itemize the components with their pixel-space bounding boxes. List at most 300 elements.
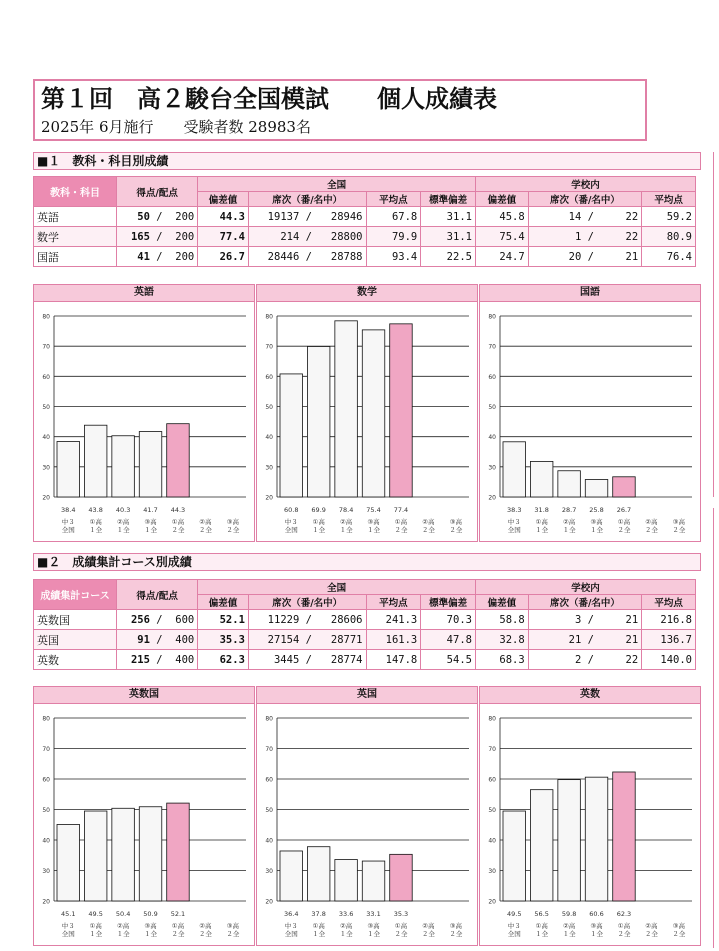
category-label-bottom: １全 [89, 930, 103, 938]
category-label-top: ②高 [199, 922, 212, 930]
rank-total: 28946 [330, 210, 363, 223]
table-cell [475, 247, 528, 267]
col-school-dev-2: 偏差値 [475, 595, 528, 610]
bar-value-label: 69.9 [311, 506, 326, 514]
category-label-top: ①高 [171, 922, 185, 930]
y-tick-label: 60 [265, 373, 273, 381]
category-label-bottom: １全 [339, 930, 353, 938]
y-tick-label: 20 [488, 898, 496, 906]
category-label-bottom: 全国 [61, 930, 75, 938]
school-rank: 1 [574, 230, 582, 243]
max-score: 400 [175, 653, 195, 666]
row-name: 数学 [37, 230, 59, 244]
category-label-bottom: ２全 [421, 930, 435, 938]
bar-value-label: 33.6 [338, 910, 354, 918]
y-tick-label: 80 [488, 313, 496, 321]
table-cell [34, 650, 117, 670]
col-score: 得点/配点 [117, 177, 198, 207]
bar-value-label: 49.5 [507, 910, 522, 918]
y-tick-label: 80 [42, 715, 50, 723]
chart-panel-math [256, 284, 478, 542]
table-cell [421, 207, 476, 227]
table-cell: 91 / 400 [117, 630, 198, 650]
category-label-bottom: ２全 [449, 526, 463, 534]
school-deviation: 58.8 [499, 613, 525, 626]
deviation-value: 77.4 [219, 230, 245, 243]
school-average: 80.9 [666, 230, 692, 243]
y-tick-label: 50 [265, 404, 273, 411]
y-tick-label: 40 [265, 434, 273, 442]
category-label-top: ②高 [339, 518, 353, 526]
school-rank: 3 [574, 613, 582, 626]
col-school-rank-2: 席次（番/名中） [528, 595, 642, 610]
table-cell: 3445 / 28774 [248, 650, 366, 670]
y-tick-label: 20 [265, 898, 273, 906]
bar [84, 425, 106, 497]
y-tick-label: 80 [42, 313, 50, 321]
bar [613, 772, 635, 901]
bar-value-label: 37.8 [311, 910, 326, 918]
bar [167, 424, 189, 497]
bar-value-label: 56.5 [534, 910, 549, 918]
y-tick-label: 30 [488, 464, 496, 472]
category-label-top: ③高 [226, 518, 239, 526]
category-label-bottom: ２全 [171, 526, 185, 534]
category-label-top: ①高 [89, 518, 102, 526]
table-cell [198, 630, 249, 650]
category-label-top: 中３ [507, 518, 521, 526]
bar [139, 432, 161, 497]
category-label-bottom: 全国 [61, 526, 75, 534]
category-label-top: 中３ [61, 518, 75, 526]
report-subtitle: 2025年 6月施行 受験者数 28983名 [41, 118, 311, 136]
row-name: 英国 [37, 633, 59, 647]
category-label-top: ②高 [422, 922, 435, 930]
col-subject: 教科・科目 [34, 177, 117, 207]
category-label-top: ③高 [367, 518, 380, 526]
table-cell: 28446 / 28788 [248, 247, 366, 267]
y-tick-label: 30 [265, 868, 273, 875]
bar-value-label: 62.3 [616, 910, 632, 918]
y-tick-label: 30 [42, 868, 50, 875]
category-label-top: ①高 [535, 922, 548, 930]
max-score: 200 [175, 210, 195, 223]
y-tick-label: 60 [265, 776, 273, 784]
score-value: 41 [137, 250, 150, 263]
category-label-bottom: ２全 [672, 526, 686, 534]
std-value: 22.5 [446, 250, 472, 263]
table-cell [198, 207, 249, 227]
y-tick-label: 70 [488, 343, 496, 351]
category-label-bottom: 全国 [507, 526, 521, 534]
category-label-top: ②高 [199, 518, 212, 526]
table-cell [34, 630, 117, 650]
y-tick-label: 70 [42, 746, 50, 753]
category-label-top: ②高 [562, 922, 576, 930]
y-tick-label: 20 [42, 494, 50, 502]
chart-title-course-3: 英数 [480, 687, 700, 704]
right-edge-panel [713, 152, 719, 497]
max-score: 200 [175, 230, 195, 243]
bar [307, 847, 329, 901]
category-label-bottom: 全国 [284, 526, 298, 534]
rank-total: 28788 [330, 250, 363, 263]
category-label-top: ③高 [590, 922, 603, 930]
row-name: 英語 [37, 210, 59, 224]
table-cell [198, 247, 249, 267]
bar [280, 851, 302, 901]
y-tick-label: 70 [265, 343, 273, 351]
school-rank-total: 21 [625, 250, 639, 263]
category-label-bottom: ２全 [617, 930, 631, 938]
report-title: 第１回 高２駿台全国模試 個人成績表 [41, 84, 497, 113]
category-label-bottom: １全 [367, 526, 381, 534]
category-label-top: ①高 [394, 922, 408, 930]
bar [307, 346, 329, 497]
y-tick-label: 60 [42, 373, 50, 381]
category-label-bottom: １全 [535, 930, 549, 938]
category-label-top: 中３ [284, 518, 298, 526]
school-deviation: 45.8 [499, 210, 525, 223]
table-cell [34, 207, 117, 227]
bar-value-label: 38.4 [61, 506, 76, 514]
col-rank: 席次（番/名中） [248, 192, 366, 207]
max-score: 600 [175, 613, 195, 626]
table-row [34, 630, 696, 650]
y-tick-label: 20 [488, 494, 496, 502]
table-row [34, 247, 696, 267]
average-value: 147.8 [385, 653, 418, 666]
bar [84, 811, 106, 901]
bar [558, 471, 580, 497]
std-value: 70.3 [446, 613, 472, 626]
category-label-top: ①高 [312, 922, 325, 930]
category-label-top: ①高 [394, 518, 408, 526]
y-tick-label: 60 [488, 373, 496, 381]
bar-value-label: 44.3 [170, 506, 186, 514]
table-cell: 1 / 22 [528, 227, 642, 247]
bar-value-label: 28.7 [561, 506, 577, 514]
bar-value-label: 52.1 [170, 910, 186, 918]
score-value: 91 [137, 633, 150, 646]
category-label-top: ③高 [590, 518, 603, 526]
col-dev-2: 偏差値 [198, 595, 249, 610]
rank-total: 28774 [330, 653, 363, 666]
bar [335, 860, 357, 901]
table-cell [34, 227, 117, 247]
y-tick-label: 80 [265, 313, 273, 321]
chart-panel-english [33, 284, 255, 542]
category-label-top: ②高 [645, 518, 658, 526]
y-tick-label: 70 [265, 746, 273, 753]
category-label-top: ③高 [144, 922, 157, 930]
bar [362, 861, 384, 901]
category-label-top: ②高 [116, 922, 130, 930]
col-dev: 偏差値 [198, 192, 249, 207]
average-value: 241.3 [385, 613, 418, 626]
y-tick-label: 60 [488, 776, 496, 784]
table-cell [366, 227, 421, 247]
bar [335, 321, 357, 497]
table-row [34, 207, 696, 227]
table-cell [475, 227, 528, 247]
bar-value-label: 25.8 [589, 506, 604, 514]
y-tick-label: 30 [265, 464, 273, 472]
category-label-top: 中３ [284, 922, 298, 930]
category-label-top: ③高 [367, 922, 380, 930]
chart-course-2 [257, 704, 477, 946]
average-value: 93.4 [391, 250, 418, 263]
bar-value-label: 50.4 [115, 910, 131, 918]
table-cell [366, 650, 421, 670]
table-cell: 3 / 21 [528, 610, 642, 630]
y-tick-label: 40 [42, 837, 50, 845]
table-cell: 50 / 200 [117, 207, 198, 227]
table-cell: 11229 / 28606 [248, 610, 366, 630]
school-rank: 21 [568, 633, 582, 646]
category-label-top: ①高 [171, 518, 185, 526]
table-row [34, 650, 696, 670]
category-label-bottom: １全 [562, 526, 576, 534]
rank-total: 28800 [330, 230, 363, 243]
group-school: 学校内 [475, 177, 695, 192]
category-label-bottom: ２全 [644, 930, 658, 938]
table-cell [421, 630, 476, 650]
category-label-bottom: １全 [89, 526, 103, 534]
bar [585, 480, 607, 497]
y-tick-label: 70 [488, 746, 496, 753]
y-tick-label: 40 [488, 434, 496, 442]
y-tick-label: 50 [42, 807, 50, 814]
course-score-table [33, 579, 696, 670]
y-tick-label: 80 [488, 715, 496, 723]
rank-value: 214 [280, 230, 300, 243]
table-cell [366, 630, 421, 650]
y-tick-label: 60 [42, 776, 50, 784]
max-score: 400 [175, 633, 195, 646]
col-avg-2: 平均点 [366, 595, 421, 610]
table-cell: 41 / 200 [117, 247, 198, 267]
table-cell [198, 650, 249, 670]
bar-value-label: 50.9 [143, 910, 158, 918]
table-cell: 21 / 21 [528, 630, 642, 650]
score-value: 50 [137, 210, 150, 223]
col-avg: 平均点 [366, 192, 421, 207]
table-cell [642, 247, 696, 267]
category-label-top: ①高 [312, 518, 325, 526]
y-tick-label: 40 [42, 434, 50, 442]
school-rank: 14 [568, 210, 582, 223]
table-row [34, 227, 696, 247]
category-label-bottom: １全 [144, 930, 158, 938]
category-label-bottom: ２全 [198, 526, 212, 534]
bar [390, 854, 412, 901]
chart-japanese [480, 302, 700, 542]
category-label-top: ②高 [422, 518, 435, 526]
table-cell: 256 / 600 [117, 610, 198, 630]
table-cell: 27154 / 28771 [248, 630, 366, 650]
bar [112, 436, 134, 497]
bar [57, 441, 79, 497]
school-deviation: 75.4 [499, 230, 525, 243]
chart-english [34, 302, 254, 542]
category-label-top: ③高 [226, 922, 239, 930]
category-label-bottom: １全 [312, 526, 326, 534]
category-label-bottom: １全 [590, 930, 604, 938]
col-rank-2: 席次（番/名中） [248, 595, 366, 610]
category-label-top: ①高 [617, 518, 631, 526]
bar-value-label: 75.4 [366, 506, 381, 514]
school-average: 140.0 [660, 653, 692, 666]
bar-value-label: 38.3 [507, 506, 522, 514]
school-average: 76.4 [666, 250, 692, 263]
category-label-top: ③高 [672, 518, 685, 526]
average-value: 79.9 [391, 230, 418, 243]
category-label-top: ②高 [645, 922, 658, 930]
table-cell: 165 / 200 [117, 227, 198, 247]
school-rank-total: 22 [625, 653, 639, 666]
col-school-dev: 偏差値 [475, 192, 528, 207]
chart-title-math: 数学 [257, 285, 477, 302]
bar-value-label: 40.3 [115, 506, 131, 514]
table-cell: 2 / 22 [528, 650, 642, 670]
y-tick-label: 20 [42, 898, 50, 906]
table-cell [198, 227, 249, 247]
category-label-bottom: ２全 [198, 930, 212, 938]
category-label-top: ②高 [116, 518, 130, 526]
score-value: 256 [130, 613, 150, 626]
bar [139, 807, 161, 901]
table-cell: 214 / 28800 [248, 227, 366, 247]
table-cell [642, 207, 696, 227]
y-tick-label: 40 [265, 837, 273, 845]
category-label-bottom: ２全 [672, 930, 686, 938]
chart-math [257, 302, 477, 542]
category-label-bottom: ２全 [449, 930, 463, 938]
chart-course-3 [480, 704, 700, 946]
category-label-bottom: １全 [339, 526, 353, 534]
table-cell [366, 610, 421, 630]
y-tick-label: 30 [488, 868, 496, 875]
category-label-bottom: ２全 [394, 930, 408, 938]
school-rank-total: 21 [625, 633, 639, 646]
category-label-top: ②高 [562, 518, 576, 526]
rank-total: 28771 [330, 633, 363, 646]
table-cell [475, 650, 528, 670]
bar [613, 477, 635, 497]
school-deviation: 32.8 [499, 633, 525, 646]
category-label-bottom: 全国 [507, 930, 521, 938]
bar [503, 811, 525, 901]
bar-value-label: 59.8 [561, 910, 577, 918]
chart-title-japanese: 国語 [480, 285, 700, 302]
bar [390, 324, 412, 497]
category-label-bottom: １全 [116, 930, 130, 938]
group-school-2: 学校内 [475, 580, 695, 595]
y-tick-label: 50 [488, 807, 496, 814]
table-row [34, 610, 696, 630]
deviation-value: 44.3 [219, 210, 245, 223]
category-label-bottom: １全 [562, 930, 576, 938]
section2-heading: ■２ 成績集計コース別成績 [33, 553, 701, 571]
category-label-bottom: ２全 [226, 526, 240, 534]
chart-panel-japanese [479, 284, 701, 542]
category-label-bottom: ２全 [617, 526, 631, 534]
std-value: 47.8 [446, 633, 472, 646]
category-label-top: ①高 [617, 922, 631, 930]
category-label-bottom: 全国 [284, 930, 298, 938]
bar-value-label: 35.3 [393, 910, 409, 918]
category-label-top: ①高 [535, 518, 548, 526]
table-cell [642, 650, 696, 670]
right-edge-panel-2 [713, 508, 719, 948]
bar-value-label: 45.1 [61, 910, 76, 918]
category-label-bottom: ２全 [421, 526, 435, 534]
bar-value-label: 33.1 [366, 910, 381, 918]
bar-value-label: 41.7 [143, 506, 158, 514]
bar-value-label: 77.4 [393, 506, 409, 514]
col-school-rank: 席次（番/名中） [528, 192, 642, 207]
table-cell [421, 247, 476, 267]
table-cell: 20 / 21 [528, 247, 642, 267]
bar [530, 790, 552, 901]
chart-panel-course-enjpmath [33, 686, 255, 946]
chart-title-course-2: 英国 [257, 687, 477, 704]
category-label-top: ③高 [449, 518, 462, 526]
school-rank-total: 21 [625, 613, 639, 626]
row-name: 英数 [37, 653, 59, 667]
school-rank: 20 [568, 250, 582, 263]
category-label-bottom: ２全 [171, 930, 185, 938]
section1-heading: ■１ 教科・科目別成績 [33, 152, 701, 170]
category-label-bottom: ２全 [226, 930, 240, 938]
deviation-value: 26.7 [219, 250, 245, 263]
subject-score-table [33, 176, 696, 267]
category-label-bottom: １全 [116, 526, 130, 534]
bar [57, 824, 79, 901]
bar-value-label: 60.6 [589, 910, 604, 918]
bar [280, 374, 302, 497]
bar-value-label: 31.8 [534, 506, 549, 514]
chart-title-english: 英語 [34, 285, 254, 302]
col-course: 成績集計コース [34, 580, 117, 610]
table-cell [421, 650, 476, 670]
bar [558, 780, 580, 901]
table-cell: 215 / 400 [117, 650, 198, 670]
score-value: 215 [130, 653, 150, 666]
category-label-bottom: １全 [535, 526, 549, 534]
school-rank-total: 22 [625, 230, 639, 243]
score-value: 165 [130, 230, 150, 243]
col-school-avg: 平均点 [642, 192, 696, 207]
table-cell [421, 227, 476, 247]
report-header [33, 79, 647, 141]
y-tick-label: 50 [265, 807, 273, 814]
table-cell [421, 610, 476, 630]
school-rank-total: 22 [625, 210, 639, 223]
rank-value: 11229 [267, 613, 300, 626]
col-school-avg-2: 平均点 [642, 595, 696, 610]
category-label-bottom: １全 [590, 526, 604, 534]
bar [167, 803, 189, 901]
category-label-bottom: ２全 [394, 526, 408, 534]
deviation-value: 35.3 [219, 633, 245, 646]
category-label-bottom: １全 [312, 930, 326, 938]
max-score: 200 [175, 250, 195, 263]
table-cell [475, 630, 528, 650]
bar [503, 442, 525, 497]
bar-value-label: 49.5 [88, 910, 103, 918]
